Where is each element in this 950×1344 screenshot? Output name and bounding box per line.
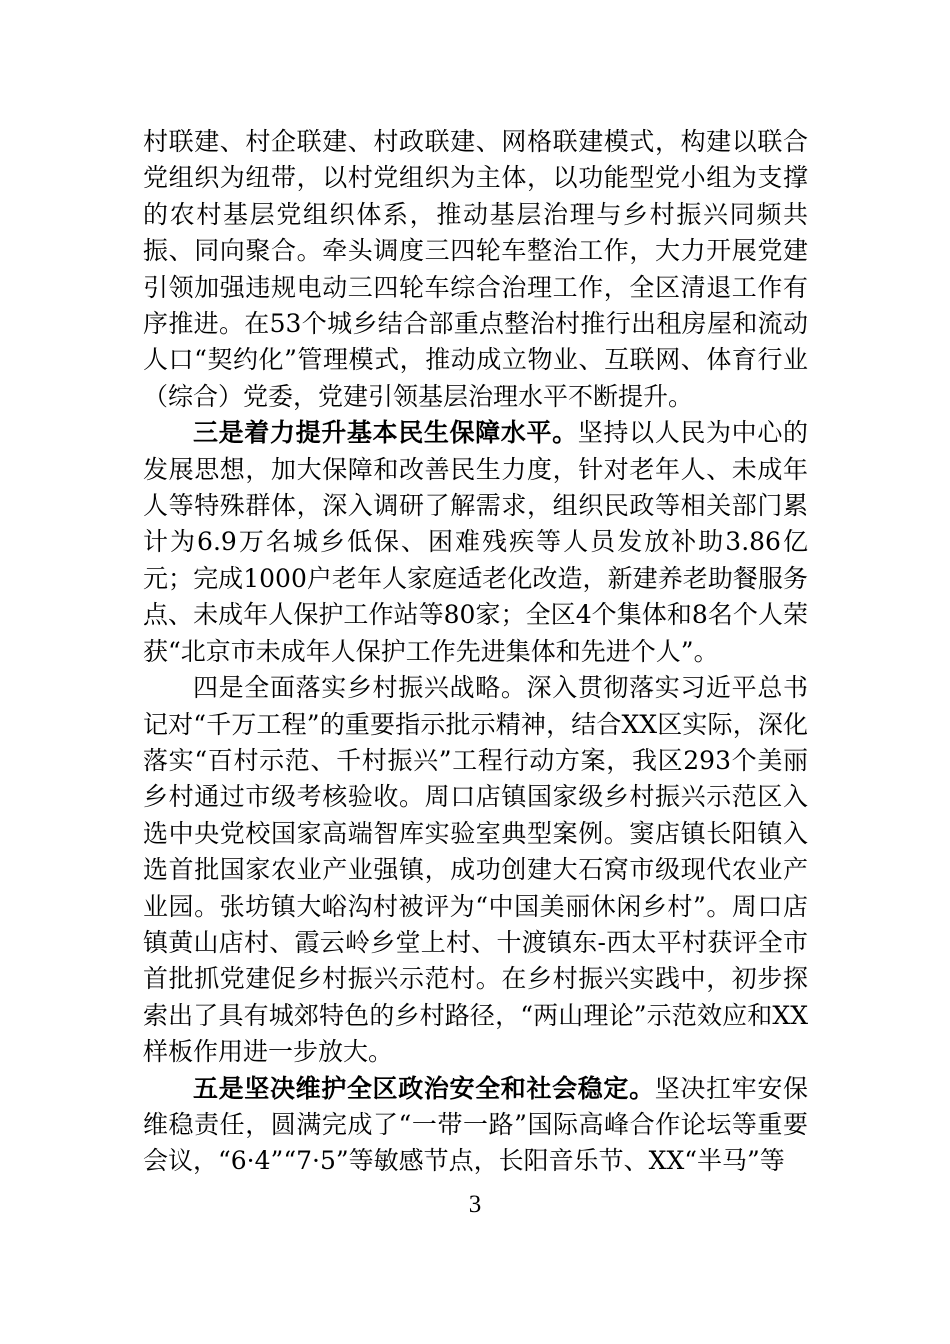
- paragraph-text: 村联建、村企联建、村政联建、网格联建模式，构建以联合党组织为纽带，以村党组织为主体，以功能型党小组为支撑的农村基层党组织体系，推动基层治理与乡村振兴同频共振、同向聚合。牵头调度三四轮车整治工作，大力开展党建引领加强违规电动三四轮车综合治理工作，全区清退工作有序推进。在53个城乡结合部重点整治村推行出租房屋和流动人口“契约化”管理模式，推动成立物业、互联网、体育行业（综合）党委，党建引领基层治理水平不断提升。: [143, 127, 808, 411]
- paragraph-text: 坚决扛牢安保维稳责任，圆满完成了“一带一路”国际高峰合作论坛等重要会议，“6·4”“7·5”等敏感节点，长阳音乐节、XX“半马”等: [143, 1073, 808, 1176]
- paragraph-heading: 五是坚决维护全区政治安全和社会稳定。: [193, 1073, 655, 1103]
- paragraph-text: 坚持以人民为中心的发展思想，加大保障和改善民生力度，针对老年人、未成年人等特殊群体，深入调研了解需求，组织民政等相关部门累计为6.9万名城乡低保、困难残疾等人员发放补助3.86亿元；完成1000户老年人家庭适老化改造，新建养老助餐服务点、未成年人保护工作站等80家；全区4个集体和8名个人荣获“北京市未成年人保护工作先进集体和先进个人”。: [143, 418, 808, 666]
- paragraph-continuation: [143, 124, 808, 415]
- paragraph-security: [143, 1071, 808, 1180]
- document-body: [143, 124, 808, 1180]
- paragraph-rural-revitalization: [143, 670, 808, 1070]
- paragraph-heading: 三是着力提升基本民生保障水平。: [193, 418, 578, 448]
- paragraph-text: 四是全面落实乡村振兴战略。深入贯彻落实习近平总书记对“千万工程”的重要指示批示精神，结合XX区实际，深化落实“百村示范、千村振兴”工程行动方案，我区293个美丽乡村通过市级考核验收。周口店镇国家级乡村振兴示范区入选中央党校国家高端智库实验室典型案例。窦店镇长阳镇入选首批国家农业产业强镇，成功创建大石窝市级现代农业产业园。张坊镇大峪沟村被评为“中国美丽休闲乡村”。周口店镇黄山店村、霞云岭乡堂上村、十渡镇东-西太平村获评全市首批抓党建促乡村振兴示范村。在乡村振兴实践中，初步探索出了具有城郊特色的乡村路径，“两山理论”示范效应和XX样板作用进一步放大。: [143, 673, 808, 1067]
- page-number: 3: [468, 1191, 482, 1218]
- paragraph-livelihood: [143, 415, 808, 670]
